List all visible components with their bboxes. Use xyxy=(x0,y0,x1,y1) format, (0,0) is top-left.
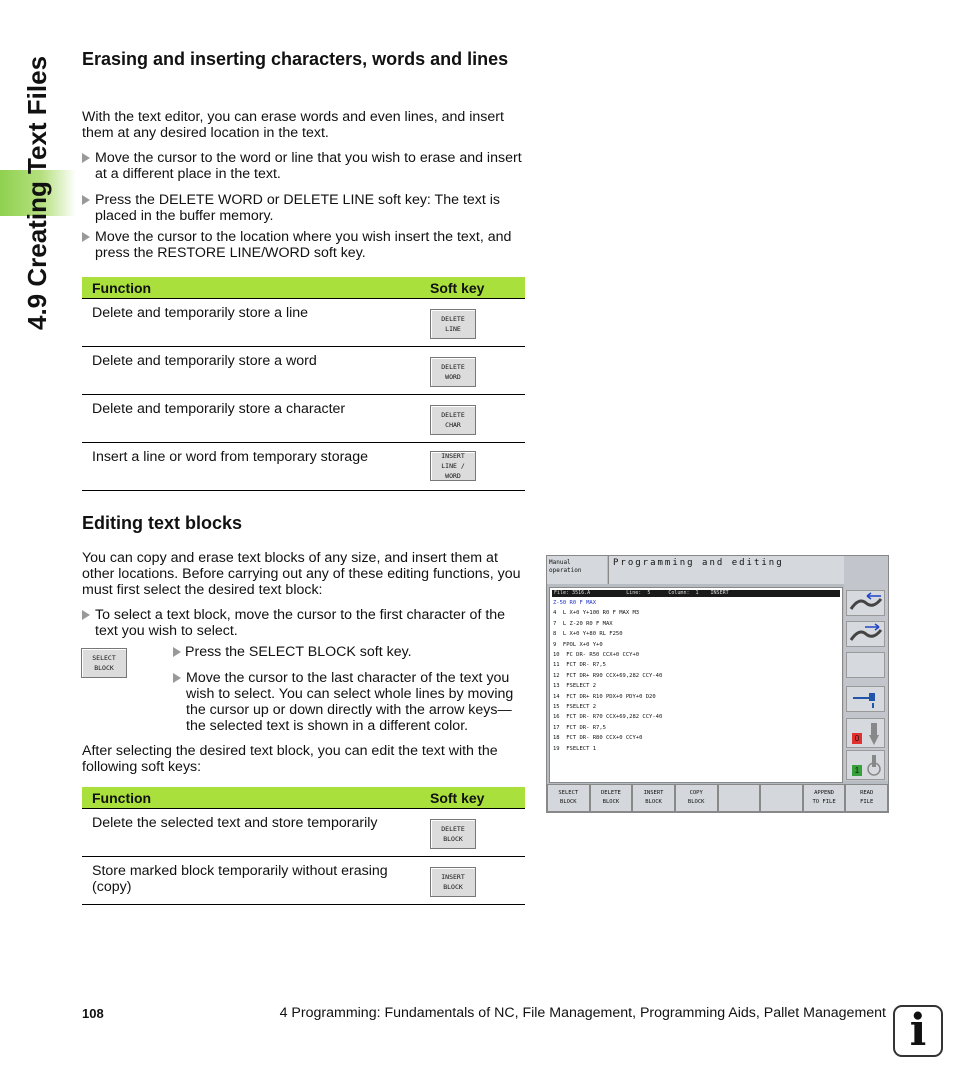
program-line[interactable]: 14 FCT DR+ R10 PDX+0 PDY+0 D20 xyxy=(553,693,656,700)
col-header-function: Function xyxy=(82,277,420,299)
program-line[interactable]: 8 L X+0 Y+80 RL F250 xyxy=(553,631,623,638)
page-number: 108 xyxy=(82,1006,104,1021)
footer-chapter-title: 4 Programming: Fundamentals of NC, File Management, Programming Aids, Pallet Management xyxy=(279,1005,886,1021)
delete-block-key[interactable]: DELETE BLOCK xyxy=(590,784,633,812)
info-icon: i xyxy=(893,1005,943,1057)
read-file-key[interactable]: READ FILE xyxy=(845,784,888,812)
empty-key[interactable] xyxy=(760,784,803,812)
spindle-off-value: 0 xyxy=(852,733,862,744)
delete-word-softkey[interactable]: DELETE WORD xyxy=(430,357,476,387)
program-line[interactable]: 11 FCT DR- R7,5 xyxy=(553,662,606,669)
function-cell: Delete and temporarily store a line xyxy=(82,299,420,347)
screen-title: Programming and editing xyxy=(608,556,844,584)
insert-line-word-softkey[interactable]: INSERT LINE / WORD xyxy=(430,451,476,481)
bullet-arrow-icon xyxy=(173,673,181,683)
program-line[interactable]: 16 FCT DR- R70 CCX+69,282 CCY-40 xyxy=(553,714,663,721)
control-screenshot xyxy=(546,555,889,813)
step-text: Press the DELETE WORD or DELETE LINE soft key: The text is placed in the buffer memory. xyxy=(95,192,500,224)
editor-status-line: File: 3516.A Line: 5 Column: 1 INSERT xyxy=(552,590,840,597)
function-cell: Store marked block temporarily without erasing (copy) xyxy=(82,857,420,905)
program-line[interactable]: 19 FSELECT 1 xyxy=(553,745,597,752)
program-line[interactable]: 15 FSELECT 2 xyxy=(553,704,597,711)
program-line[interactable]: 4 L X+0 Y+100 R0 F MAX M3 xyxy=(553,610,640,617)
table-row xyxy=(82,299,525,347)
program-line[interactable]: 9 FPOL X+0 Y+0 xyxy=(553,641,603,648)
chapter-side-title: 4.9 Creating Text Files xyxy=(22,55,52,330)
substep-text: Move the cursor to the last character of the text you wish to select. You can select whole lines by moving the cursor up or down directly with the arrow keys—the selected text is shown in a different color. xyxy=(186,670,514,734)
step-text: Move the cursor to the location where you wish insert the text, and press the RESTORE LINE/WORD soft key. xyxy=(95,229,512,261)
col-header-softkey: Soft key xyxy=(420,277,525,299)
spindle-on-value: 1 xyxy=(852,765,862,776)
table-row xyxy=(82,857,525,905)
function-cell: Delete and temporarily store a character xyxy=(82,395,420,443)
col-header-softkey: Soft key xyxy=(420,787,525,809)
select-block-softkey[interactable]: SELECT BLOCK xyxy=(81,648,127,678)
vertical-softkey-bar xyxy=(844,556,888,781)
program-line[interactable]: 7 L Z-20 R0 F MAX xyxy=(553,620,613,627)
section-heading-erasing: Erasing and inserting characters, words and lines xyxy=(82,49,509,69)
section-heading-blocks: Editing text blocks xyxy=(82,513,243,533)
program-line[interactable]: 17 FCT DR- R7,5 xyxy=(553,724,606,731)
empty-softkey[interactable] xyxy=(846,652,885,678)
softkey-table-blocks xyxy=(82,787,525,905)
operating-mode-label: Manual operation xyxy=(547,556,607,584)
section-intro: With the text editor, you can erase words and even lines, and insert them at any desired location in the text. xyxy=(82,109,504,141)
function-cell: Delete and temporarily store a word xyxy=(82,347,420,395)
bullet-arrow-icon xyxy=(82,153,90,163)
step-text: To select a text block, move the cursor to the first character of the text you wish to select. xyxy=(95,607,506,639)
section-intro: You can copy and erase text blocks of any size, and insert them at other locations. Before carrying out any of these editing functions, you must first select the desired text block: xyxy=(82,550,521,598)
horizontal-softkey-bar xyxy=(547,784,888,812)
editor-screen xyxy=(549,587,843,783)
select-block-key[interactable]: SELECT BLOCK xyxy=(547,784,590,812)
bullet-arrow-icon xyxy=(82,195,90,205)
delete-block-softkey[interactable]: DELETE BLOCK xyxy=(430,819,476,849)
program-listing xyxy=(550,597,842,754)
cursor-right-curve-icon[interactable] xyxy=(846,621,885,647)
table-row xyxy=(82,395,525,443)
append-to-file-key[interactable]: APPEND TO FILE xyxy=(803,784,846,812)
empty-key[interactable] xyxy=(718,784,761,812)
program-line[interactable]: Z-50 R0 F MAX xyxy=(553,600,597,606)
function-cell: Delete the selected text and store temporarily xyxy=(82,809,420,857)
insert-block-softkey[interactable]: INSERT BLOCK xyxy=(430,867,476,897)
copy-block-key[interactable]: COPY BLOCK xyxy=(675,784,718,812)
spindle-on-softkey[interactable] xyxy=(846,750,885,780)
coolant-tap-icon[interactable] xyxy=(846,686,885,712)
program-line[interactable]: 12 FCT DR+ R90 CCX+69,282 CCY-40 xyxy=(553,672,663,679)
cursor-left-curve-icon[interactable] xyxy=(846,590,885,616)
bullet-arrow-icon xyxy=(82,232,90,242)
after-text: After selecting the desired text block, you can edit the text with the following soft keys: xyxy=(82,743,498,775)
program-line[interactable]: 18 FCT DR- R80 CCX+0 CCY+0 xyxy=(553,735,643,742)
col-header-function: Function xyxy=(82,787,420,809)
delete-line-softkey[interactable]: DELETE LINE xyxy=(430,309,476,339)
bullet-arrow-icon xyxy=(82,610,90,620)
table-row xyxy=(82,347,525,395)
spindle-off-softkey[interactable] xyxy=(846,718,885,748)
insert-block-key[interactable]: INSERT BLOCK xyxy=(632,784,675,812)
bullet-arrow-icon xyxy=(173,647,181,657)
softkey-table-erase xyxy=(82,277,525,491)
substep-text: Press the SELECT BLOCK soft key. xyxy=(185,644,412,660)
step-text: Move the cursor to the word or line that you wish to erase and insert at a different place in the text. xyxy=(95,150,522,182)
table-row xyxy=(82,809,525,857)
function-cell: Insert a line or word from temporary storage xyxy=(82,443,420,491)
delete-char-softkey[interactable]: DELETE CHAR xyxy=(430,405,476,435)
table-row xyxy=(82,443,525,491)
program-line[interactable]: 13 FSELECT 2 xyxy=(553,683,597,690)
program-line[interactable]: 10 FC DR- R50 CCX+0 CCY+0 xyxy=(553,652,640,659)
